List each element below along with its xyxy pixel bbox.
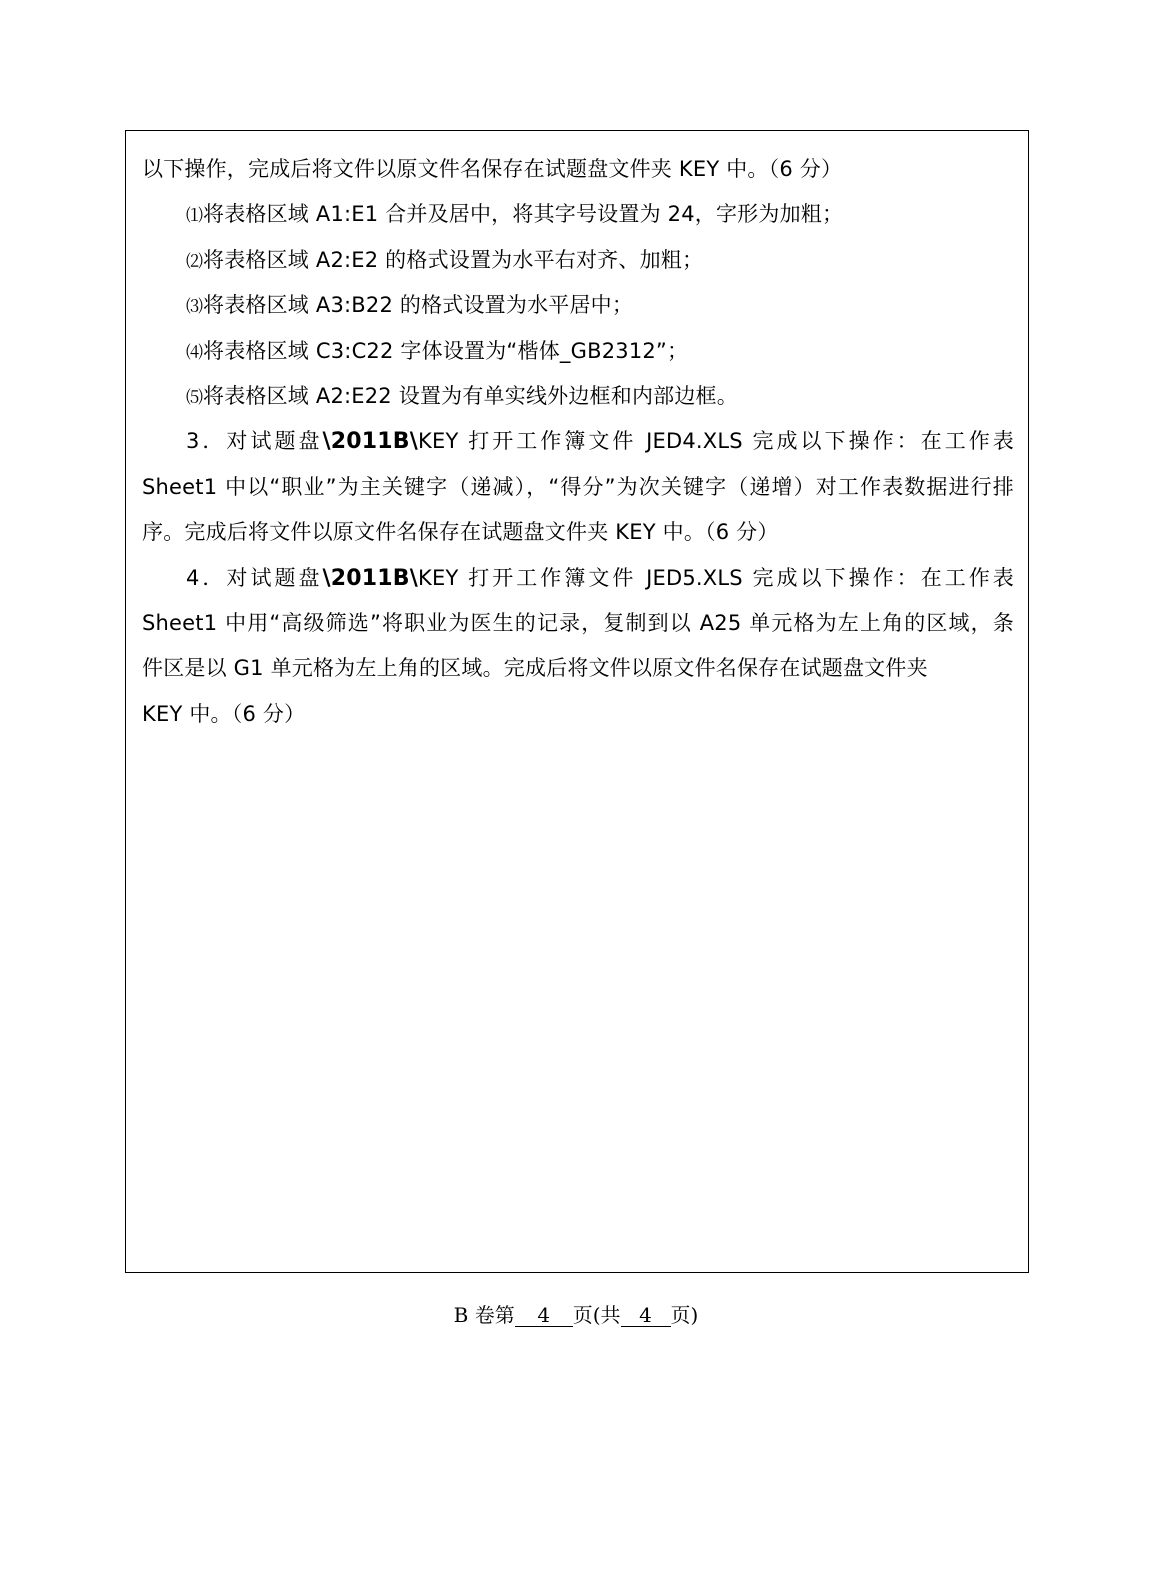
question-3-line-1 <box>142 419 1014 464</box>
question-3-line-1-rest: KEY 打开工作簿文件 JED4.XLS 完成以下操作：在工作表 <box>418 429 1014 454</box>
question-3-prefix: 3．对试题盘 <box>186 429 323 454</box>
footer-middle: 页(共 <box>572 1303 621 1327</box>
sub-step-number: ⑷ <box>186 342 203 363</box>
question-4-line-2: Sheet1 中用“高级筛选”将职业为医生的记录，复制到以 A25 单元格为左上角的区域，条 <box>142 610 1014 635</box>
page-footer <box>0 1301 1152 1329</box>
sub-step-2 <box>142 238 1014 283</box>
sub-step-number: ⑶ <box>186 297 203 318</box>
question-4-line-3: 件区是以 G1 单元格为左上角的区域。完成后将文件以原文件名保存在试题盘文件夹 <box>142 656 928 681</box>
question-4-line-1-rest: KEY 打开工作簿文件 JED5.XLS 完成以下操作：在工作表 <box>418 565 1014 590</box>
continuation-line: 以下操作，完成后将文件以原文件名保存在试题盘文件夹 KEY 中。（6 分） <box>142 157 843 181</box>
sub-step-text: 将表格区域 A1:E1 合并及居中，将其字号设置为 24，字形为加粗； <box>203 202 844 227</box>
sub-step-text: 将表格区域 A2:E2 的格式设置为水平右对齐、加粗； <box>203 247 704 272</box>
sub-step-number: ⑵ <box>186 251 203 272</box>
question-3-line-2: Sheet1 中以“职业”为主关键字（递减），“得分”为次关键字（递增）对工作表数据进行排 <box>142 474 1014 499</box>
footer-prefix: B 卷第 <box>453 1303 515 1327</box>
footer-page-number: 4 <box>515 1304 573 1327</box>
sub-step-1 <box>142 192 1014 237</box>
sub-step-5 <box>142 374 1014 419</box>
sub-step-4 <box>142 329 1014 374</box>
question-3-line-3: 序。完成后将文件以原文件名保存在试题盘文件夹 KEY 中。（6 分） <box>142 520 779 545</box>
sub-step-number: ⑴ <box>186 206 203 227</box>
footer-suffix: 页) <box>670 1303 699 1327</box>
sub-step-text: 将表格区域 C3:C22 字体设置为“楷体_GB2312”； <box>203 338 689 363</box>
question-4-path: \2011B\ <box>322 565 419 591</box>
question-4-line-4: KEY 中。（6 分） <box>142 701 306 726</box>
question-4-line-1 <box>142 556 1014 601</box>
question-4-prefix: 4．对试题盘 <box>186 565 323 590</box>
sub-step-number: ⑸ <box>186 387 203 408</box>
question-frame <box>125 130 1029 1273</box>
sub-step-text: 将表格区域 A3:B22 的格式设置为水平居中； <box>203 293 634 318</box>
sub-step-text: 将表格区域 A2:E22 设置为有单实线外边框和内部边框。 <box>203 383 738 408</box>
sub-step-3 <box>142 283 1014 328</box>
footer-total-pages: 4 <box>621 1304 671 1327</box>
question-3-path: \2011B\ <box>322 429 419 455</box>
question-content <box>142 147 1014 737</box>
